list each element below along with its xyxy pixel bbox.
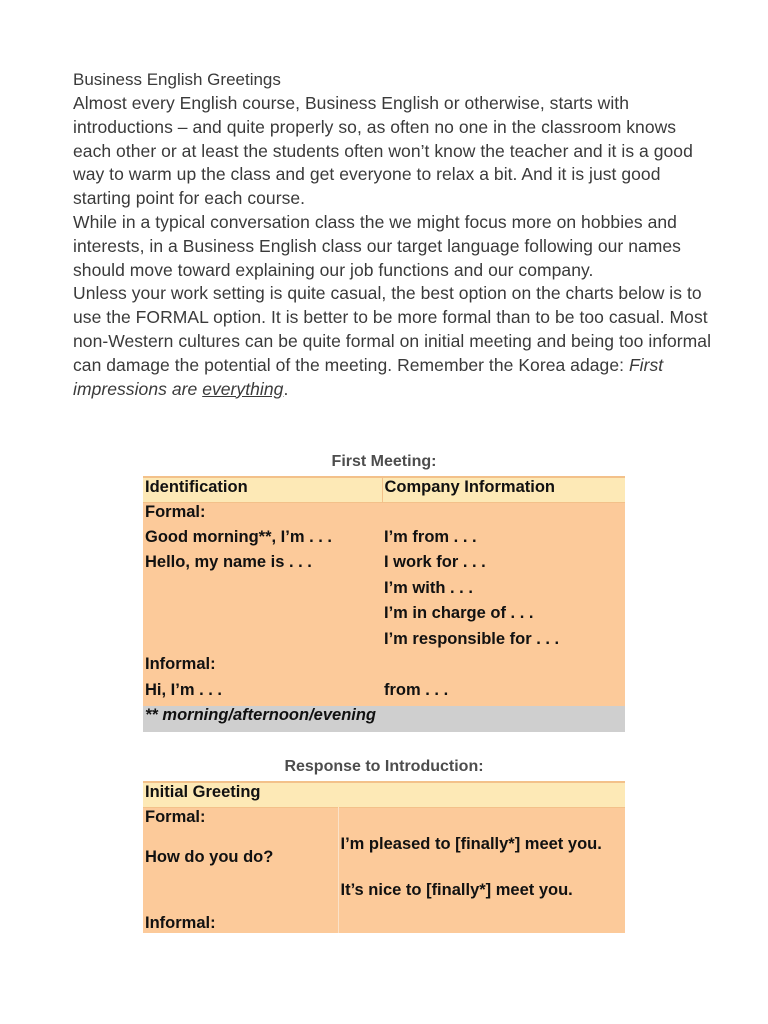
informal-label: Informal: bbox=[145, 655, 216, 673]
adage-emphasis: everything bbox=[202, 378, 284, 399]
company-phrase: from . . . bbox=[384, 681, 449, 699]
formal-response: I’m pleased to [finally*] meet you. bbox=[338, 833, 625, 881]
document-title: Business English Greetings bbox=[73, 70, 281, 89]
company-phrase: I’m with . . . bbox=[384, 579, 473, 597]
response-table bbox=[143, 781, 625, 933]
identification-phrase: Good morning**, I’m . . . bbox=[145, 528, 333, 546]
first-meeting-header-row bbox=[143, 477, 625, 502]
table-row bbox=[143, 907, 625, 933]
header-identification: Identification bbox=[145, 478, 248, 496]
formal-label: Formal: bbox=[145, 502, 206, 521]
header-company-information: Company Information bbox=[382, 477, 625, 502]
formality-paragraph: Unless your work setting is quite casual, the best option on the charts below is to use the FORMAL option. It is better to be more formal than to be too casual. Most non-Western cultures can be quite formal on initial meeting and being too informal can damage the potential of the meeting. Remember the Korea adage: First impressions are everything. bbox=[73, 283, 712, 399]
table-row bbox=[143, 681, 625, 706]
table-row bbox=[143, 604, 625, 630]
table-row bbox=[143, 553, 625, 579]
table-row bbox=[143, 881, 625, 907]
formal-greeting: How do you do? bbox=[145, 847, 274, 866]
table-row bbox=[143, 528, 625, 553]
table-row bbox=[143, 833, 625, 881]
first-meeting-table bbox=[143, 476, 625, 732]
company-phrase: I’m from . . . bbox=[384, 528, 477, 546]
table-row bbox=[143, 502, 625, 528]
table-row bbox=[143, 807, 625, 833]
intro-paragraph: Almost every English course, Business English or otherwise, starts with introductions – and quite properly so, as often no one in the classroom knows each other or at least the students often won’t know the teacher and it is a good way to warm up the class and get everyone to relax a bit. And it is just good starting point for each course. bbox=[73, 93, 693, 209]
identification-phrase: Hi, I’m . . . bbox=[145, 681, 223, 699]
table-row bbox=[143, 655, 625, 681]
table-row bbox=[143, 630, 625, 655]
footnote-row bbox=[143, 706, 625, 732]
first-meeting-caption: First Meeting: bbox=[331, 453, 437, 470]
response-caption: Response to Introduction: bbox=[284, 758, 484, 775]
identification-phrase: Hello, my name is . . . bbox=[145, 553, 312, 571]
formal-label: Formal: bbox=[145, 807, 206, 826]
time-of-day-note: ** morning/afternoon/evening bbox=[145, 706, 377, 724]
company-phrase: I’m responsible for . . . bbox=[384, 630, 560, 648]
header-initial-greeting: Initial Greeting bbox=[145, 783, 261, 801]
informal-label: Informal: bbox=[145, 914, 216, 932]
company-phrase: I work for . . . bbox=[384, 553, 486, 571]
response-header-row bbox=[143, 782, 625, 807]
formality-text: Unless your work setting is quite casual, the best option on the charts below is to use the FORMAL option. It is better to be more formal than to be too casual. Most non-Western cultures can be quite formal on initial meeting and being too informal can damage the potential of the meeting. Remember the Korea adage: bbox=[73, 283, 712, 375]
company-phrase: I’m in charge of . . . bbox=[384, 604, 534, 622]
table-row bbox=[143, 579, 625, 604]
formal-response: It’s nice to [finally*] meet you. bbox=[338, 881, 625, 907]
document-body bbox=[73, 68, 713, 401]
adage-quote: First impressions are everything bbox=[73, 354, 664, 399]
focus-paragraph: While in a typical conversation class the we might focus more on hobbies and interests, in a Business English class our target language following our names should move toward explaining our job functions and our company. bbox=[73, 211, 681, 280]
